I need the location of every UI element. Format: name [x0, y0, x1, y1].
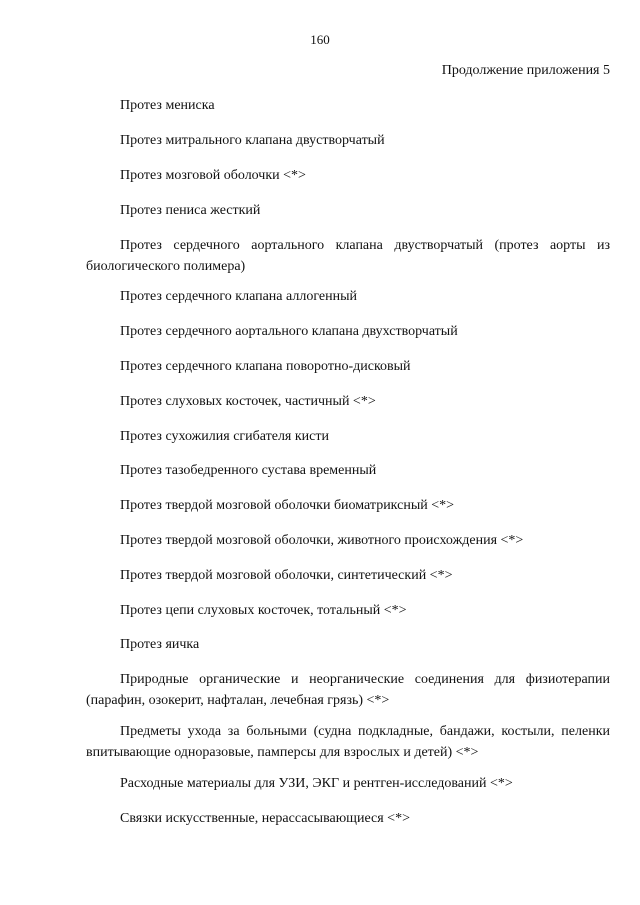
- list-item: Предметы ухода за больными (судна подкладные, бандажи, костыли, пеленки впитывающие одноразовые, памперсы для взрослых и детей) <*>: [86, 724, 610, 760]
- list-item: Протез сердечного клапана аллогенный: [120, 289, 357, 304]
- list-item: Протез сердечного аортального клапана двухстворчатый: [120, 324, 458, 339]
- list-item: Протез сердечного аортального клапана двустворчатый (протез аорты из биологического полимера): [86, 238, 610, 274]
- list-item: Протез яичка: [120, 637, 200, 652]
- list-item: Протез цепи слуховых косточек, тотальный <*>: [120, 603, 407, 618]
- list-item: Протез твердой мозговой оболочки биоматриксный <*>: [120, 498, 455, 513]
- page-number: 160: [310, 32, 330, 47]
- list-item: Протез мениска: [120, 98, 215, 113]
- appendix-continuation-note: Продолжение приложения 5: [441, 63, 610, 78]
- list-item: Протез сухожилия сгибателя кисти: [120, 429, 329, 444]
- list-item: Протез слуховых косточек, частичный <*>: [120, 394, 376, 409]
- list-item: Протез пениса жесткий: [120, 203, 261, 218]
- list-item: Протез тазобедренного сустава временный: [120, 463, 377, 478]
- list-item: Связки искусственные, нерассасывающиеся <*>: [120, 811, 410, 826]
- list-item: Протез сердечного клапана поворотно-дисковый: [120, 359, 411, 374]
- list-item: Протез твердой мозговой оболочки, животного происхождения <*>: [120, 533, 524, 548]
- list-item: Протез митрального клапана двустворчатый: [120, 133, 385, 148]
- list-item: Расходные материалы для УЗИ, ЭКГ и рентген-исследований <*>: [120, 776, 513, 791]
- list-item: Протез мозговой оболочки <*>: [120, 168, 306, 183]
- list-item: Протез твердой мозговой оболочки, синтетический <*>: [120, 568, 453, 583]
- list-item: Природные органические и неорганические соединения для физиотерапии (парафин, озокерит, нафталан, лечебная грязь) <*>: [86, 672, 610, 708]
